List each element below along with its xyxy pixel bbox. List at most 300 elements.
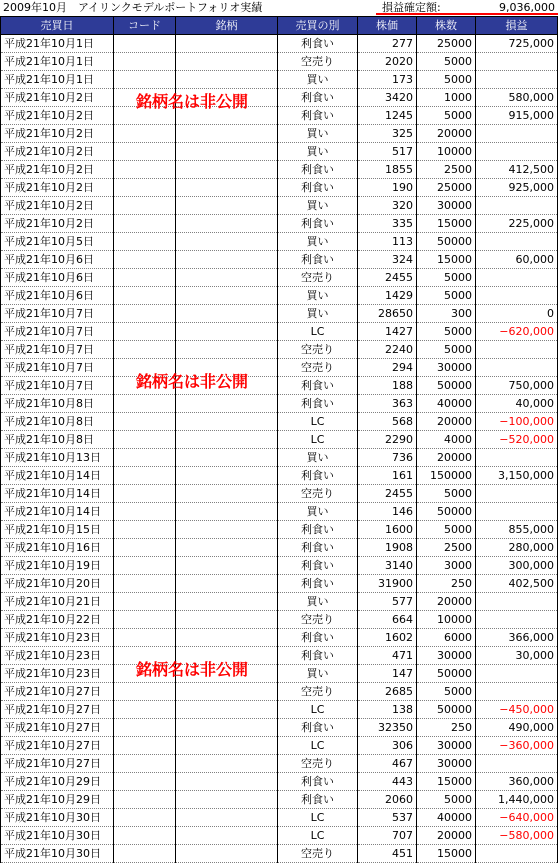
cell-stock-name (176, 179, 278, 197)
cell-profit-loss (476, 485, 558, 503)
cell-price: 467 (358, 755, 417, 773)
cell-trade-type: 利食い (278, 791, 358, 809)
cell-price: 2455 (358, 485, 417, 503)
table-row (1, 179, 558, 197)
cell-stock-name (176, 701, 278, 719)
cell-profit-loss (476, 755, 558, 773)
cell-shares: 300 (417, 305, 476, 323)
table-row (1, 845, 558, 863)
cell-shares: 50000 (417, 701, 476, 719)
cell-trade-type: 利食い (278, 719, 358, 737)
cell-stock-name (176, 161, 278, 179)
cell-profit-loss: 360,000 (476, 773, 558, 791)
cell-stock-name (176, 809, 278, 827)
table-row (1, 755, 558, 773)
cell-code (114, 701, 176, 719)
cell-stock-name (176, 719, 278, 737)
table-row (1, 413, 558, 431)
cell-date: 平成21年10月1日 (1, 71, 114, 89)
table-row (1, 611, 558, 629)
cell-profit-loss: −640,000 (476, 809, 558, 827)
cell-trade-type: LC (278, 809, 358, 827)
table-row (1, 395, 558, 413)
cell-trade-type: 空売り (278, 485, 358, 503)
table-row (1, 557, 558, 575)
cell-profit-loss (476, 359, 558, 377)
cell-price: 294 (358, 359, 417, 377)
cell-trade-type: 利食い (278, 377, 358, 395)
table-row (1, 53, 558, 71)
cell-price: 3140 (358, 557, 417, 575)
cell-code (114, 845, 176, 863)
cell-date: 平成21年10月23日 (1, 665, 114, 683)
cell-shares: 30000 (417, 647, 476, 665)
cell-code (114, 179, 176, 197)
table-row (1, 431, 558, 449)
cell-stock-name (176, 269, 278, 287)
cell-stock-name (176, 467, 278, 485)
header-trade-type: 売買の別 (278, 17, 358, 35)
cell-stock-name (176, 827, 278, 845)
cell-shares: 30000 (417, 359, 476, 377)
cell-shares: 5000 (417, 107, 476, 125)
cell-code (114, 593, 176, 611)
cell-date: 平成21年10月7日 (1, 341, 114, 359)
table-row (1, 89, 558, 107)
cell-stock-name (176, 35, 278, 53)
cell-profit-loss (476, 665, 558, 683)
cell-date: 平成21年10月5日 (1, 233, 114, 251)
header-price: 株価 (358, 17, 417, 35)
cell-price: 113 (358, 233, 417, 251)
cell-profit-loss: 490,000 (476, 719, 558, 737)
cell-date: 平成21年10月29日 (1, 791, 114, 809)
cell-stock-name (176, 215, 278, 233)
cell-trade-type: LC (278, 323, 358, 341)
cell-trade-type: 買い (278, 665, 358, 683)
undisclosed-notice: 銘柄名は非公開 (136, 372, 249, 391)
cell-code (114, 737, 176, 755)
cell-shares: 40000 (417, 809, 476, 827)
cell-price: 335 (358, 215, 417, 233)
cell-stock-name (176, 287, 278, 305)
cell-date: 平成21年10月8日 (1, 413, 114, 431)
cell-price: 2240 (358, 341, 417, 359)
cell-stock-name (176, 71, 278, 89)
cell-trade-type: LC (278, 737, 358, 755)
table-row (1, 809, 558, 827)
cell-profit-loss: 1,440,000 (476, 791, 558, 809)
cell-profit-loss: 915,000 (476, 107, 558, 125)
sheet-title: 2009年10月 アイリンクモデルポートフォリオ実績 (3, 1, 263, 14)
cell-trade-type: 空売り (278, 755, 358, 773)
cell-price: 1855 (358, 161, 417, 179)
cell-date: 平成21年10月27日 (1, 755, 114, 773)
undisclosed-notice: 銘柄名は非公開 (136, 92, 249, 111)
cell-date: 平成21年10月6日 (1, 287, 114, 305)
cell-stock-name (176, 593, 278, 611)
cell-price: 471 (358, 647, 417, 665)
cell-code (114, 197, 176, 215)
cell-date: 平成21年10月13日 (1, 449, 114, 467)
cell-date: 平成21年10月7日 (1, 359, 114, 377)
cell-code (114, 503, 176, 521)
cell-profit-loss (476, 449, 558, 467)
cell-price: 1602 (358, 629, 417, 647)
cell-trade-type: 買い (278, 125, 358, 143)
table-row (1, 143, 558, 161)
cell-code (114, 143, 176, 161)
cell-shares: 250 (417, 575, 476, 593)
cell-shares: 5000 (417, 683, 476, 701)
cell-trade-type: 空売り (278, 269, 358, 287)
cell-shares: 25000 (417, 179, 476, 197)
cell-trade-type: 利食い (278, 35, 358, 53)
cell-date: 平成21年10月15日 (1, 521, 114, 539)
cell-code (114, 521, 176, 539)
cell-shares: 30000 (417, 197, 476, 215)
table-row (1, 485, 558, 503)
cell-profit-loss: −360,000 (476, 737, 558, 755)
table-row (1, 467, 558, 485)
cell-shares: 15000 (417, 845, 476, 863)
table-row (1, 161, 558, 179)
cell-shares: 5000 (417, 287, 476, 305)
cell-trade-type: 利食い (278, 251, 358, 269)
cell-shares: 5000 (417, 53, 476, 71)
cell-price: 568 (358, 413, 417, 431)
table-row (1, 215, 558, 233)
cell-price: 517 (358, 143, 417, 161)
cell-trade-type: 買い (278, 233, 358, 251)
cell-profit-loss (476, 143, 558, 161)
cell-code (114, 683, 176, 701)
cell-trade-type: 買い (278, 305, 358, 323)
table-row (1, 251, 558, 269)
cell-profit-loss (476, 287, 558, 305)
table-row (1, 593, 558, 611)
cell-date: 平成21年10月6日 (1, 251, 114, 269)
cell-shares: 1000 (417, 89, 476, 107)
cell-stock-name (176, 305, 278, 323)
cell-code (114, 575, 176, 593)
portfolio-table (0, 16, 558, 863)
cell-date: 平成21年10月16日 (1, 539, 114, 557)
cell-shares: 5000 (417, 323, 476, 341)
cell-shares: 30000 (417, 755, 476, 773)
cell-profit-loss (476, 611, 558, 629)
cell-price: 2290 (358, 431, 417, 449)
cell-code (114, 53, 176, 71)
table-row (1, 791, 558, 809)
cell-profit-loss: 280,000 (476, 539, 558, 557)
cell-date: 平成21年10月30日 (1, 809, 114, 827)
cell-profit-loss: 412,500 (476, 161, 558, 179)
undisclosed-notice: 銘柄名は非公開 (136, 660, 249, 679)
cell-shares: 20000 (417, 827, 476, 845)
cell-price: 277 (358, 35, 417, 53)
table-row (1, 305, 558, 323)
cell-shares: 40000 (417, 395, 476, 413)
cell-code (114, 233, 176, 251)
cell-shares: 150000 (417, 467, 476, 485)
table-row (1, 377, 558, 395)
cell-date: 平成21年10月30日 (1, 827, 114, 845)
cell-trade-type: 空売り (278, 359, 358, 377)
cell-date: 平成21年10月2日 (1, 161, 114, 179)
cell-code (114, 557, 176, 575)
cell-date: 平成21年10月22日 (1, 611, 114, 629)
cell-shares: 15000 (417, 215, 476, 233)
cell-date: 平成21年10月29日 (1, 773, 114, 791)
cell-stock-name (176, 323, 278, 341)
cell-shares: 5000 (417, 71, 476, 89)
cell-trade-type: LC (278, 701, 358, 719)
cell-code (114, 161, 176, 179)
cell-date: 平成21年10月27日 (1, 719, 114, 737)
cell-code (114, 287, 176, 305)
cell-trade-type: 利食い (278, 89, 358, 107)
table-row (1, 233, 558, 251)
header-date: 売買日 (1, 17, 114, 35)
table-row (1, 521, 558, 539)
table-body (1, 35, 558, 863)
cell-date: 平成21年10月2日 (1, 179, 114, 197)
cell-profit-loss: 580,000 (476, 89, 558, 107)
cell-code (114, 467, 176, 485)
cell-stock-name (176, 53, 278, 71)
cell-profit-loss: −100,000 (476, 413, 558, 431)
cell-code (114, 71, 176, 89)
table-row (1, 683, 558, 701)
cell-date: 平成21年10月2日 (1, 125, 114, 143)
cell-shares: 50000 (417, 503, 476, 521)
cell-profit-loss: −450,000 (476, 701, 558, 719)
table-row (1, 71, 558, 89)
cell-date: 平成21年10月14日 (1, 485, 114, 503)
cell-shares: 10000 (417, 143, 476, 161)
cell-profit-loss: −520,000 (476, 431, 558, 449)
cell-date: 平成21年10月2日 (1, 197, 114, 215)
cell-date: 平成21年10月27日 (1, 701, 114, 719)
cell-price: 2685 (358, 683, 417, 701)
cell-date: 平成21年10月2日 (1, 143, 114, 161)
cell-price: 363 (358, 395, 417, 413)
cell-code (114, 539, 176, 557)
cell-price: 146 (358, 503, 417, 521)
title-row (0, 0, 559, 16)
cell-profit-loss: 750,000 (476, 377, 558, 395)
cell-trade-type: 利食い (278, 161, 358, 179)
cell-stock-name (176, 575, 278, 593)
confirmed-total-value: 9,036,000 (499, 1, 555, 14)
cell-shares: 20000 (417, 413, 476, 431)
header-row (1, 17, 558, 35)
cell-trade-type: 空売り (278, 53, 358, 71)
cell-profit-loss (476, 71, 558, 89)
cell-profit-loss (476, 233, 558, 251)
cell-stock-name (176, 521, 278, 539)
cell-code (114, 755, 176, 773)
table-row (1, 35, 558, 53)
cell-price: 707 (358, 827, 417, 845)
cell-date: 平成21年10月8日 (1, 395, 114, 413)
confirmed-total-label: 損益確定額: (382, 1, 441, 14)
table-row (1, 359, 558, 377)
cell-date: 平成21年10月23日 (1, 647, 114, 665)
cell-profit-loss (476, 197, 558, 215)
cell-trade-type: 利食い (278, 539, 358, 557)
cell-code (114, 35, 176, 53)
cell-price: 3420 (358, 89, 417, 107)
cell-price: 173 (358, 71, 417, 89)
cell-code (114, 395, 176, 413)
cell-trade-type: 空売り (278, 683, 358, 701)
cell-date: 平成21年10月8日 (1, 431, 114, 449)
cell-price: 1429 (358, 287, 417, 305)
cell-code (114, 629, 176, 647)
cell-shares: 50000 (417, 377, 476, 395)
cell-date: 平成21年10月27日 (1, 737, 114, 755)
cell-date: 平成21年10月2日 (1, 89, 114, 107)
table-row (1, 737, 558, 755)
cell-shares: 25000 (417, 35, 476, 53)
cell-price: 31900 (358, 575, 417, 593)
cell-date: 平成21年10月6日 (1, 269, 114, 287)
cell-trade-type: 買い (278, 71, 358, 89)
table-row (1, 269, 558, 287)
cell-shares: 5000 (417, 791, 476, 809)
table-row (1, 575, 558, 593)
cell-price: 451 (358, 845, 417, 863)
cell-date: 平成21年10月23日 (1, 629, 114, 647)
cell-price: 736 (358, 449, 417, 467)
cell-trade-type: 空売り (278, 611, 358, 629)
cell-profit-loss: 402,500 (476, 575, 558, 593)
cell-shares: 2500 (417, 161, 476, 179)
table-row (1, 503, 558, 521)
cell-date: 平成21年10月1日 (1, 35, 114, 53)
cell-date: 平成21年10月2日 (1, 107, 114, 125)
cell-trade-type: 利食い (278, 557, 358, 575)
cell-price: 324 (358, 251, 417, 269)
cell-price: 1908 (358, 539, 417, 557)
cell-profit-loss (476, 845, 558, 863)
cell-stock-name (176, 449, 278, 467)
cell-date: 平成21年10月21日 (1, 593, 114, 611)
cell-trade-type: 買い (278, 287, 358, 305)
cell-code (114, 611, 176, 629)
cell-code (114, 269, 176, 287)
table-row (1, 125, 558, 143)
cell-profit-loss (476, 593, 558, 611)
cell-price: 443 (358, 773, 417, 791)
cell-price: 28650 (358, 305, 417, 323)
cell-shares: 15000 (417, 251, 476, 269)
cell-price: 147 (358, 665, 417, 683)
cell-code (114, 341, 176, 359)
cell-code (114, 809, 176, 827)
header-profit-loss: 損益 (476, 17, 558, 35)
cell-stock-name (176, 737, 278, 755)
cell-date: 平成21年10月1日 (1, 53, 114, 71)
cell-stock-name (176, 557, 278, 575)
cell-trade-type: 利食い (278, 215, 358, 233)
cell-profit-loss: 300,000 (476, 557, 558, 575)
table-row (1, 827, 558, 845)
cell-profit-loss: 925,000 (476, 179, 558, 197)
cell-date: 平成21年10月7日 (1, 377, 114, 395)
cell-shares: 5000 (417, 341, 476, 359)
cell-price: 161 (358, 467, 417, 485)
cell-code (114, 773, 176, 791)
cell-shares: 5000 (417, 269, 476, 287)
cell-trade-type: 買い (278, 449, 358, 467)
cell-shares: 3000 (417, 557, 476, 575)
cell-trade-type: 買い (278, 143, 358, 161)
cell-price: 537 (358, 809, 417, 827)
cell-price: 190 (358, 179, 417, 197)
cell-stock-name (176, 395, 278, 413)
cell-stock-name (176, 845, 278, 863)
cell-price: 2060 (358, 791, 417, 809)
cell-trade-type: LC (278, 431, 358, 449)
cell-trade-type: 利食い (278, 395, 358, 413)
cell-profit-loss (476, 125, 558, 143)
cell-price: 1245 (358, 107, 417, 125)
cell-shares: 2500 (417, 539, 476, 557)
table-row (1, 341, 558, 359)
cell-stock-name (176, 233, 278, 251)
cell-price: 2020 (358, 53, 417, 71)
cell-shares: 15000 (417, 773, 476, 791)
cell-profit-loss: −620,000 (476, 323, 558, 341)
cell-trade-type: 買い (278, 593, 358, 611)
cell-profit-loss: 725,000 (476, 35, 558, 53)
table-row (1, 287, 558, 305)
table-row (1, 197, 558, 215)
cell-stock-name (176, 341, 278, 359)
cell-shares: 30000 (417, 737, 476, 755)
cell-price: 32350 (358, 719, 417, 737)
header-shares: 株数 (417, 17, 476, 35)
cell-code (114, 305, 176, 323)
cell-code (114, 719, 176, 737)
cell-trade-type: 買い (278, 503, 358, 521)
cell-trade-type: 買い (278, 197, 358, 215)
cell-profit-loss: −580,000 (476, 827, 558, 845)
table-row (1, 539, 558, 557)
table-row (1, 323, 558, 341)
cell-stock-name (176, 773, 278, 791)
cell-date: 平成21年10月7日 (1, 305, 114, 323)
cell-price: 188 (358, 377, 417, 395)
cell-stock-name (176, 431, 278, 449)
table-row (1, 647, 558, 665)
table-row (1, 719, 558, 737)
cell-profit-loss: 40,000 (476, 395, 558, 413)
cell-date: 平成21年10月27日 (1, 683, 114, 701)
cell-price: 664 (358, 611, 417, 629)
cell-stock-name (176, 413, 278, 431)
cell-profit-loss (476, 683, 558, 701)
cell-date: 平成21年10月19日 (1, 557, 114, 575)
cell-profit-loss: 855,000 (476, 521, 558, 539)
cell-date: 平成21年10月14日 (1, 503, 114, 521)
cell-date: 平成21年10月7日 (1, 323, 114, 341)
cell-profit-loss: 60,000 (476, 251, 558, 269)
cell-date: 平成21年10月2日 (1, 215, 114, 233)
